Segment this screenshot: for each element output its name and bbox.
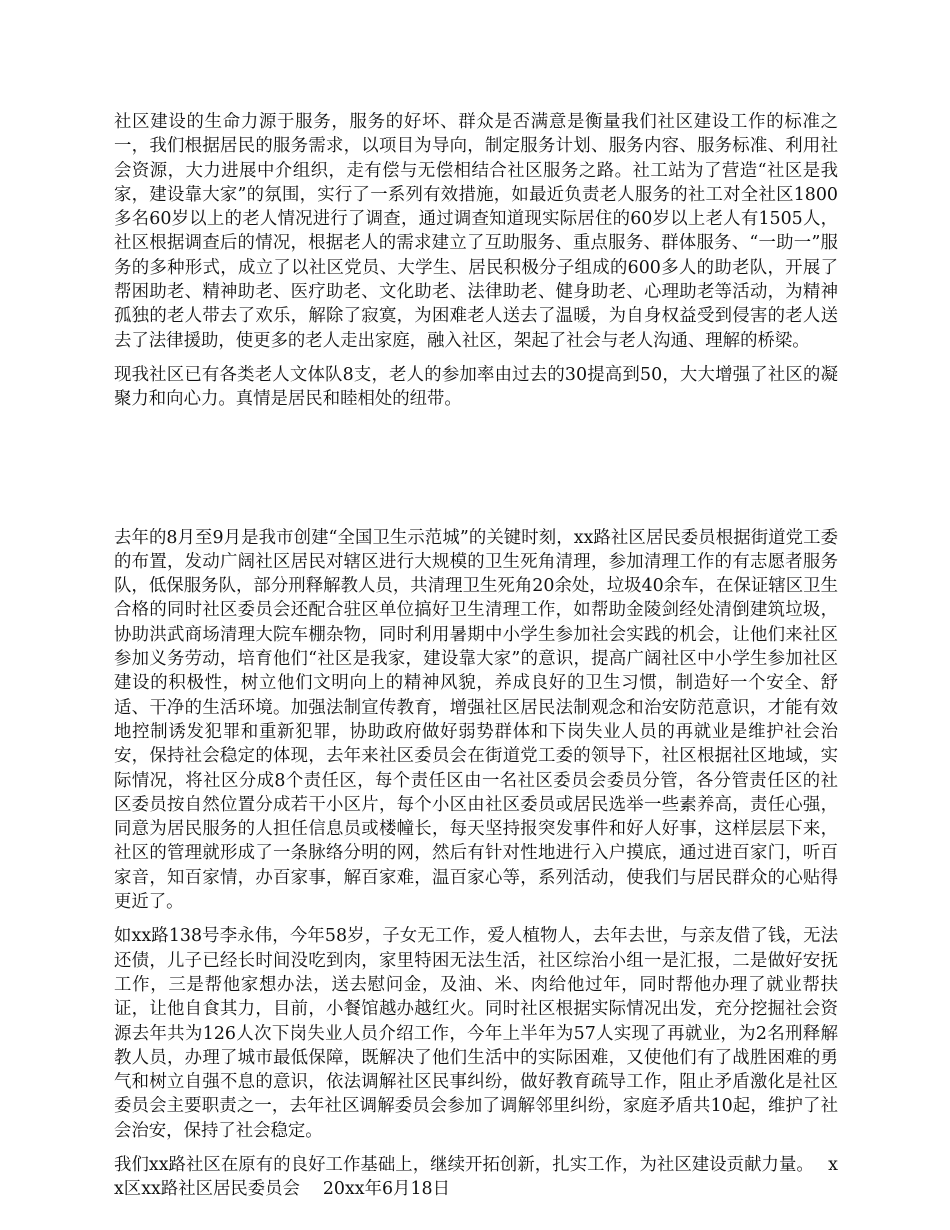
document-body <box>114 110 838 1212</box>
paragraph-gap <box>114 422 838 526</box>
paragraph-sanitation-campaign: 去年的8月至9月是我市创建“全国卫生示范城”的关键时刻，xx路社区居民委员根据街道党工委的布置，发动广阔社区居民对辖区进行大规模的卫生死角清理，参加清理工作的有志愿者服务队，低保服务队，部分刑释解教人员，共清理卫生死角20余处，垃圾40余车，在保证辖区卫生合格的同时社区委员会还配合驻区单位搞好卫生清理工作，如帮助金陵剑经处清倒建筑垃圾，协助洪武商场清理大院车棚杂物，同时利用暑期中小学生参加社会实践的机会，让他们来社区参加义务劳动，培育他们“社区是我家，建设靠大家”的意识，提高广阔社区中小学生参加社区建设的积极性，树立他们文明向上的精神风貌，养成良好的卫生习惯，制造好一个安全、舒适、干净的生活环境。加强法制宣传教育，增强社区居民法制观念和治安防范意识，才能有效地控制诱发犯罪和重新犯罪，协助政府做好弱势群体和下岗失业人员的再就业是维护社会治安，保持社会稳定的体现，去年来社区委员会在街道党工委的领导下，社区根据社区地域，实际情况，将社区分成8个责任区，每个责任区由一名社区委员会委员分管，各分管责任区的社区委员按自然位置分成若干小区片，每个小区由社区委员或居民选举一些素养高，责任心强，同意为居民服务的人担任信息员或楼幢长，每天坚持报突发事件和好人好事，这样层层下来，社区的管理就形成了一条脉络分明的网，然后有针对性地进行入户摸底，通过进百家门，听百家音，知百家情，办百家事，解百家难，温百家心等，系列活动，使我们与居民群众的心贴得更近了。 <box>114 527 838 913</box>
paragraph-closing-signature: 我们xx路社区在原有的良好工作基础上，继续开拓创新，扎实工作，为社区建设贡献力量。 xx区xx路社区居民委员会 20xx年6月18日 <box>114 1154 838 1200</box>
paragraph-elderly-teams: 现我社区已有各类老人文体队8支，老人的参加率由过去的30提高到50，大大增强了社区的凝聚力和向心力。真情是居民和睦相处的纽带。 <box>114 364 838 410</box>
paragraph-assistance-case: 如xx路138号李永伟，今年58岁，子女无工作，爱人植物人，去年去世，与亲友借了钱，无法还债，儿子已经长时间没吃到肉，家里特困无法生活，社区综治小组一是汇报，二是做好安抚工作，三是帮他家想办法，送去慰问金，及油、米、肉给他过年，同时帮他办理了就业帮扶证，让他自食其力，目前，小餐馆越办越红火。同时社区根据实际情况出发，充分挖掘社会资源去年共为126人次下岗失业人员介绍工作，今年上半年为57人实现了再就业，为2名刑释解教人员，办理了城市最低保障，既解决了他们生活中的实际困难，又使他们有了战胜困难的勇气和树立自强不息的意识，依法调解社区民事纠纷，做好教育疏导工作，阻止矛盾激化是社区委员会主要职责之一，去年社区调解委员会参加了调解邻里纠纷，家庭矛盾共10起，维护了社会治安，保持了社会稳定。 <box>114 926 838 1141</box>
paragraph-community-service: 社区建设的生命力源于服务，服务的好坏、群众是否满意是衡量我们社区建设工作的标准之一，我们根据居民的服务需求，以项目为导向，制定服务计划、服务内容、服务标准、利用社会资源，大力进展中介组织，走有偿与无偿相结合社区服务之路。社工站为了营造“社区是我家，建设靠大家”的氛围，实行了一系列有效措施，如最近负责老人服务的社工对全社区1800多名60岁以上的老人情况进行了调查，通过调查知道现实际居住的60岁以上老人有1505人，社区根据调查后的情况，根据老人的需求建立了互助服务、重点服务、群体服务、“一助一”服务的多种形式，成立了以社区党员、大学生、居民积极分子组成的600多人的助老队，开展了帮困助老、精神助老、医疗助老、文化助老、法律助老、健身助老、心理助老等活动，为精神孤独的老人带去了欢乐，解除了寂寞，为困难老人送去了温暖，为自身权益受到侵害的老人送去了法律援助，使更多的老人走出家庭，融入社区，架起了社会与老人沟通、理解的桥梁。 <box>114 112 838 351</box>
